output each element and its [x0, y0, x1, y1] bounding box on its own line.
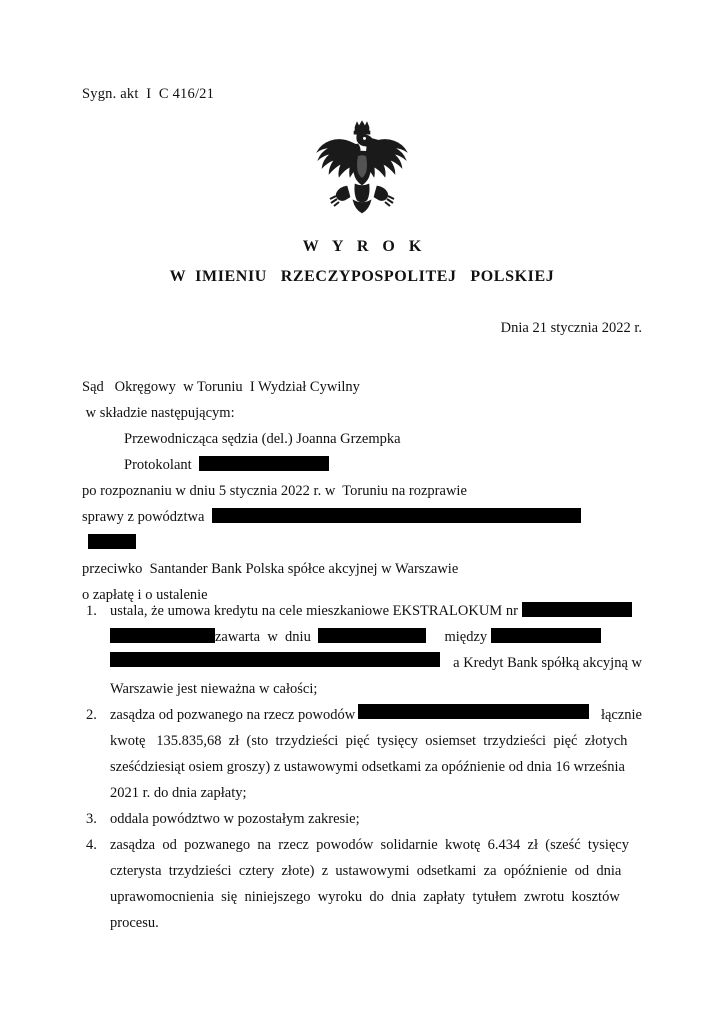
ruling-2-text-a: zasądza od pozwanego na rzecz powodów [110, 707, 359, 723]
ruling-1-line-1 [110, 598, 642, 624]
ruling-2-line-3: sześćdziesiąt osiem groszy) z ustawowymi odsetkami za opóźnienie od dnia 16 września [110, 759, 625, 775]
ruling-4-line-1: zasądza od pozwanego na rzecz powodów solidarnie kwotę 6.434 zł (sześć tysięcy [110, 837, 629, 853]
court-name: Sąd Okręgowy w Toruniu I Wydział Cywilny [82, 379, 360, 395]
document-body [82, 374, 642, 608]
ruling-2-line-2: kwotę 135.835,68 zł (sto trzydzieści pięć tysięcy osiemset trzydzieści pięć złotych [110, 733, 628, 749]
ruling-4-line-4: procesu. [110, 915, 159, 931]
ruling-1-text-b: zawarta w dniu [215, 629, 315, 645]
ruling-number-1: 1. [86, 603, 97, 619]
ruling-1-line-4: Warszawie jest nieważna w całości; [110, 681, 318, 697]
ruling-4-line-2: czterysta trzydzieści cztery złote) z ustawowymi odsetkami za opóźnienie od dnia [110, 863, 622, 879]
ruling-1-line-2 [110, 624, 642, 650]
rulings-list [82, 598, 642, 936]
redaction-bar-clerk [199, 456, 329, 471]
clerk-line [82, 452, 642, 478]
presiding-judge: Przewodnicząca sędzia (del.) Joanna Grzempka [124, 431, 401, 447]
redaction-bar-party-1 [491, 628, 601, 643]
page-subtitle: W IMIENIU RZECZYPOSPOLITEJ POLSKIEJ [169, 268, 555, 285]
ruling-item-3 [82, 806, 642, 832]
claim-subject: o zapłatę i o ustalenie [82, 587, 208, 603]
plaintiff-line-2 [82, 530, 642, 556]
ruling-item-1 [82, 598, 642, 702]
ruling-item-2 [82, 702, 642, 806]
redaction-bar-contract-date-prefix [110, 628, 215, 643]
ruling-4-line-3: uprawomocnienia się niniejszego wyroku do dnia zapłaty tytułem zwrotu kosztów [110, 889, 620, 905]
plaintiff-label: sprawy z powództwa [82, 509, 205, 525]
polish-eagle-emblem [309, 118, 415, 222]
ruling-1-text-d: a Kredyt Bank spółką akcyjną w [453, 655, 642, 671]
ruling-1-text-c: między [444, 629, 491, 645]
redaction-bar-plaintiff-2 [88, 534, 136, 549]
redaction-bar-party-2 [110, 652, 440, 667]
redaction-bar-contract-no [522, 602, 632, 617]
redaction-bar-contract-date [318, 628, 426, 643]
defendant-line: przeciwko Santander Bank Polska spółce akcyjnej w Warszawie [82, 561, 459, 577]
ruling-number-3: 3. [86, 811, 97, 827]
ruling-2-line-4: 2021 r. do dnia zapłaty; [110, 785, 247, 801]
ruling-3-line-1: oddala powództwo w pozostałym zakresie; [110, 811, 360, 827]
clerk-label: Protokolant [124, 457, 192, 473]
case-signature: Sygn. akt I C 416/21 [82, 86, 215, 102]
ruling-1-line-3 [110, 650, 642, 676]
ruling-1-text-a: ustala, że umowa kredytu na cele mieszkaniowe EKSTRALOKUM nr [110, 603, 522, 619]
redaction-bar-plaintiff-1 [212, 508, 581, 523]
ruling-number-2: 2. [86, 707, 97, 723]
redaction-bar-beneficiaries [358, 704, 589, 719]
ruling-item-4 [82, 832, 642, 936]
ruling-2-line-1 [110, 702, 642, 728]
ruling-number-4: 4. [86, 837, 97, 853]
page-title: W Y R O K [302, 238, 427, 255]
emblem-container [0, 118, 724, 227]
ruling-2-text-b: łącznie [600, 707, 642, 723]
hearing-line: po rozpoznaniu w dniu 5 stycznia 2022 r. w Toruniu na rozprawie [82, 483, 467, 499]
plaintiff-line [82, 504, 642, 530]
judgment-date: Dnia 21 stycznia 2022 r. [500, 320, 642, 336]
composition-intro: w składzie następującym: [82, 405, 235, 421]
